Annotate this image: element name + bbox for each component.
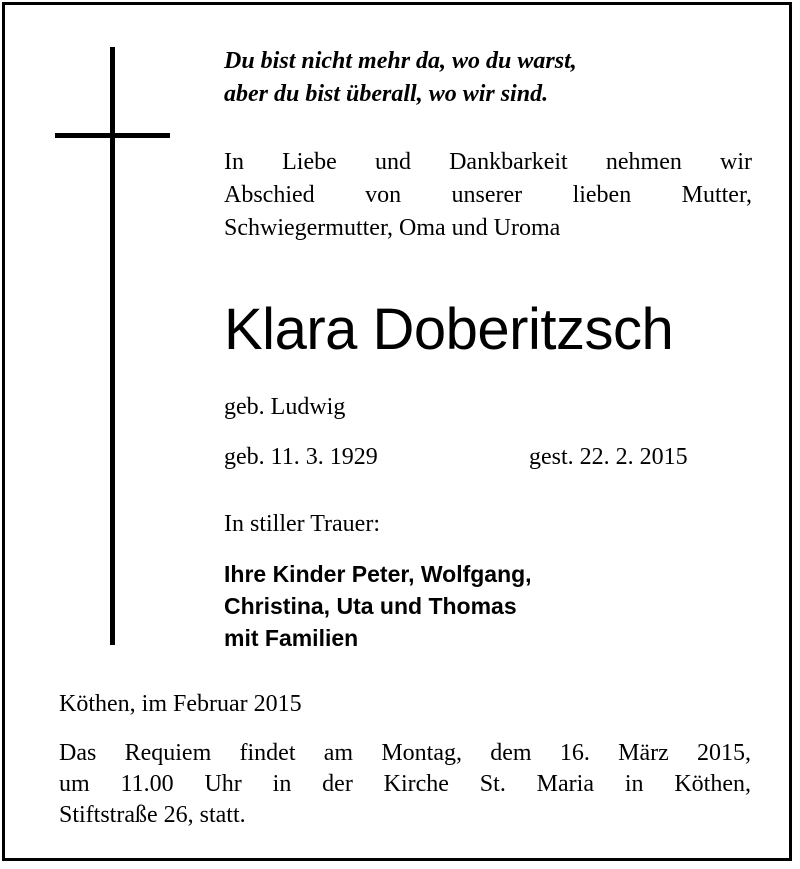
mourners-line-1: Ihre Kinder Peter, Wolfgang, bbox=[224, 561, 532, 587]
place-date: Köthen, im Februar 2015 bbox=[59, 691, 302, 717]
intro-line-1: In Liebe und Dankbarkeit nehmen wir bbox=[224, 149, 752, 175]
memorial-quote bbox=[224, 45, 754, 111]
mourners-heading: In stiller Trauer: bbox=[224, 511, 380, 537]
requiem-notice bbox=[59, 738, 751, 831]
mourners-line-2: Christina, Uta und Thomas bbox=[224, 593, 517, 619]
quote-line-1: Du bist nicht mehr da, wo du warst, bbox=[224, 48, 577, 74]
deceased-name: Klara Doberitzsch bbox=[224, 297, 674, 362]
obituary-frame bbox=[2, 2, 792, 861]
quote-line-2: aber du bist überall, wo wir sind. bbox=[224, 81, 549, 107]
maiden-name: geb. Ludwig bbox=[224, 394, 346, 420]
cross-horizontal-bar bbox=[55, 133, 170, 138]
mourners-line-3: mit Familien bbox=[224, 625, 359, 651]
death-date: gest. 22. 2. 2015 bbox=[529, 444, 688, 470]
intro-line-2: Abschied von unserer lieben Mutter, bbox=[224, 182, 752, 208]
mourners-list bbox=[224, 558, 532, 654]
requiem-line-3: Stiftstraße 26, statt. bbox=[59, 802, 246, 828]
intro-line-3: Schwiegermutter, Oma und Uroma bbox=[224, 215, 561, 241]
farewell-intro bbox=[224, 146, 752, 245]
birth-date: geb. 11. 3. 1929 bbox=[224, 444, 378, 470]
requiem-line-1: Das Requiem findet am Montag, dem 16. März 2015, bbox=[59, 740, 751, 766]
requiem-line-2: um 11.00 Uhr in der Kirche St. Maria in Köthen, bbox=[59, 771, 751, 797]
